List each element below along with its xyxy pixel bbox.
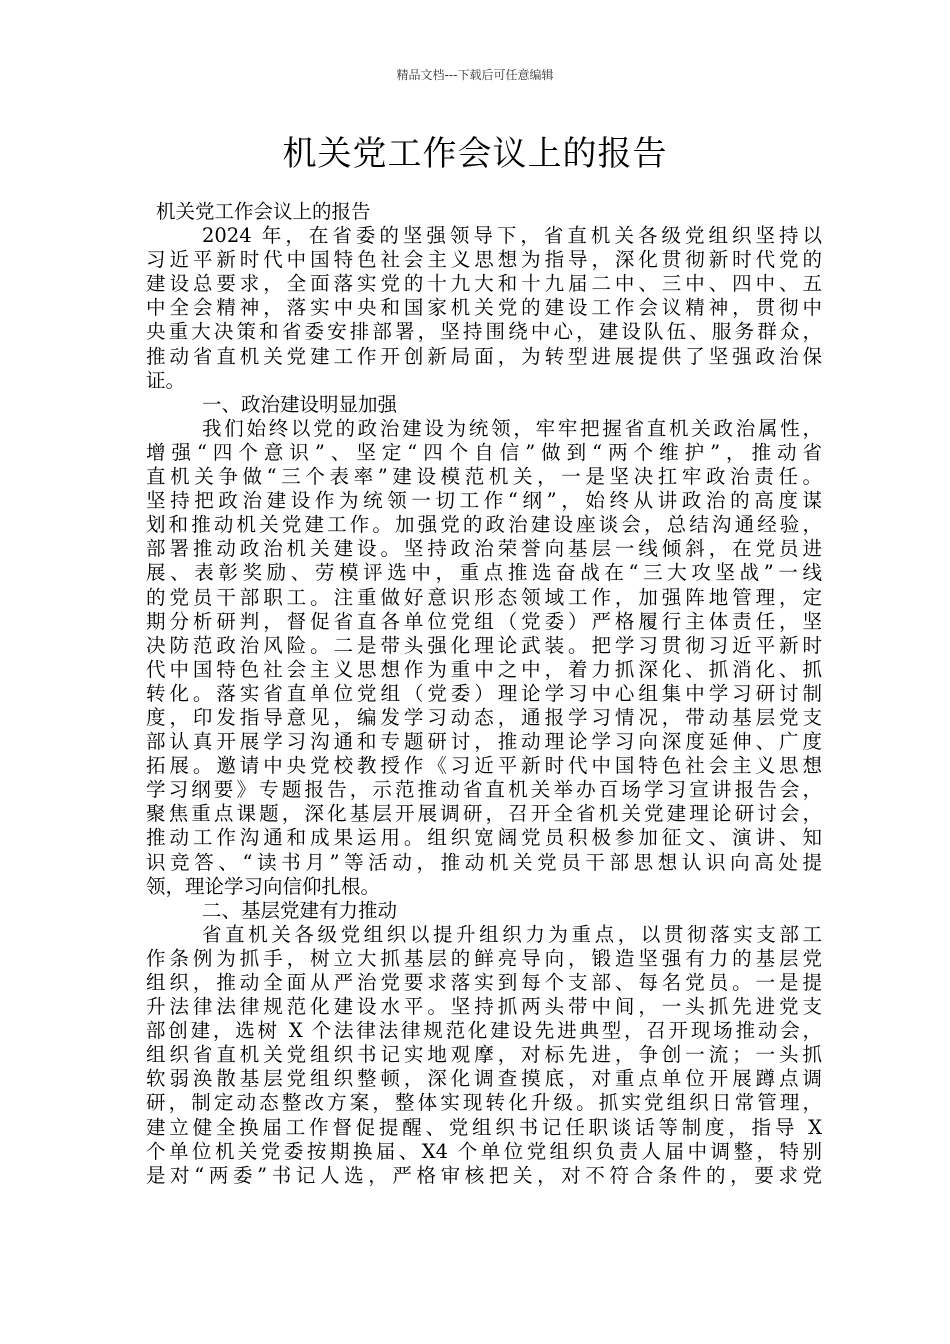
paragraph-line: 部署推动政治机关建设。坚持政治荣誉向基层一线倾斜，在党员进 (146, 537, 822, 561)
paragraph-line: 直机关争做“三个表率”建设模范机关，一是坚决扛牢政治责任。 (146, 465, 822, 489)
paragraph-line: 坚持把政治建设作为统领一切工作“纲”，始终从讲政治的高度谋 (146, 489, 822, 513)
paragraph-line: 升法律法律规范化建设水平。坚持抓两头带中间，一头抓先进党支 (146, 995, 822, 1019)
paragraph-line: 期分析研判，督促省直各单位党组（党委）严格履行主体责任，坚 (146, 609, 822, 633)
paragraph-line: 我们始终以党的政治建设为统领，牢牢把握省直机关政治属性， (202, 416, 822, 440)
header-note: 精品文档---下载后可任意编辑 (396, 68, 554, 82)
paragraph-line: 建立健全换届工作督促提醒、党组织书记任职谈话等制度，指导 X (146, 1115, 822, 1139)
paragraph-line: 的党员干部职工。注重做好意识形态领域工作，加强阵地管理，定 (146, 585, 822, 609)
paragraph-line: 研，制定动态整改方案，整体实现转化升级。抓实党组织日常管理， (146, 1091, 822, 1115)
paragraph-line: 组织省直机关党组织书记实地观摩，对标先进，争创一流；一头抓 (146, 1043, 822, 1067)
paragraph-line: 转化。落实省直单位党组（党委）理论学习中心组集中学习研讨制 (146, 681, 822, 705)
paragraph-line: 证。 (146, 368, 186, 392)
paragraph-line: 代中国特色社会主义思想作为重中之中，着力抓深化、抓消化、抓 (146, 657, 822, 681)
paragraph-line: 组织，推动全面从严治党要求落实到每个支部、每名党员。一是提 (146, 971, 822, 994)
paragraph-line: 部创建，选树 X 个法律法律规范化建设先进典型，召开现场推动会， (146, 1019, 822, 1043)
paragraph-line: 划和推动机关党建工作。加强党的政治建设座谈会，总结沟通经验， (146, 513, 822, 537)
section-heading: 一、政治建设明显加强 (202, 392, 398, 416)
paragraph-line: 个单位机关党委按期换届、X4 个单位党组织负责人届中调整，特别 (146, 1139, 822, 1163)
paragraph-line: 央重大决策和省委安排部署，坚持围绕中心，建设队伍、服务群众， (146, 320, 822, 344)
paragraph-line: 推动工作沟通和成果运用。组织宽阔党员积极参加征文、演讲、知 (146, 826, 822, 850)
document-title: 机关党工作会议上的报告 (282, 134, 668, 174)
document-body (146, 200, 822, 1188)
paragraph-line: 聚焦重点课题，深化基层开展调研，召开全省机关党建理论研讨会， (146, 802, 822, 826)
paragraph-line: 决防范政治风险。二是带头强化理论武装。把学习贯彻习近平新时 (146, 633, 822, 657)
paragraph-line: 拓展。邀请中央党校教授作《习近平新时代中国特色社会主义思想 (146, 754, 822, 778)
paragraph-line: 作条例为抓手，树立大抓基层的鲜亮导向，锻造坚强有力的基层党 (146, 946, 822, 970)
paragraph-line: 度，印发指导意见，编发学习动态，通报学习情况，带动基层党支 (146, 705, 822, 729)
paragraph-line: 学习纲要》专题报告，示范推动省直机关举办百场学习宣讲报告会， (146, 778, 822, 802)
paragraph-line: 中全会精神，落实中央和国家机关党的建设工作会议精神，贯彻中 (146, 296, 822, 320)
section-heading: 二、基层党建有力推动 (202, 898, 398, 922)
paragraph-line: 识竞答、“读书月”等活动，推动机关党员干部思想认识向高处提 (146, 850, 822, 874)
paragraph-line: 习近平新时代中国特色社会主义思想为指导，深化贯彻新时代党的 (146, 248, 822, 272)
paragraph-line: 2024 年，在省委的坚强领导下，省直机关各级党组织坚持以 (202, 224, 822, 248)
paragraph-line: 推动省直机关党建工作开创新局面，为转型进展提供了坚强政治保 (146, 344, 822, 368)
paragraph-line: 领，理论学习向信仰扎根。 (146, 874, 381, 898)
paragraph-line: 省直机关各级党组织以提升组织力为重点，以贯彻落实支部工 (202, 922, 822, 946)
paragraph-line: 展、表彰奖励、劳模评选中，重点推选奋战在“三大攻坚战”一线 (146, 561, 822, 585)
paragraph-line: 部认真开展学习沟通和专题研讨，推动理论学习向深度延伸、广度 (146, 730, 822, 754)
document-subtitle: 机关党工作会议上的报告 (156, 200, 371, 223)
paragraph-line: 是对“两委”书记人选，严格审核把关，对不符合条件的，要求党 (146, 1163, 822, 1187)
paragraph-line: 增强“四个意识”、坚定“四个自信”做到“两个维护”，推动省 (146, 440, 822, 464)
paragraph-line: 软弱涣散基层党组织整顿，深化调查摸底，对重点单位开展蹲点调 (146, 1067, 822, 1091)
paragraph-line: 建设总要求，全面落实党的十九大和十九届二中、三中、四中、五 (146, 272, 822, 296)
